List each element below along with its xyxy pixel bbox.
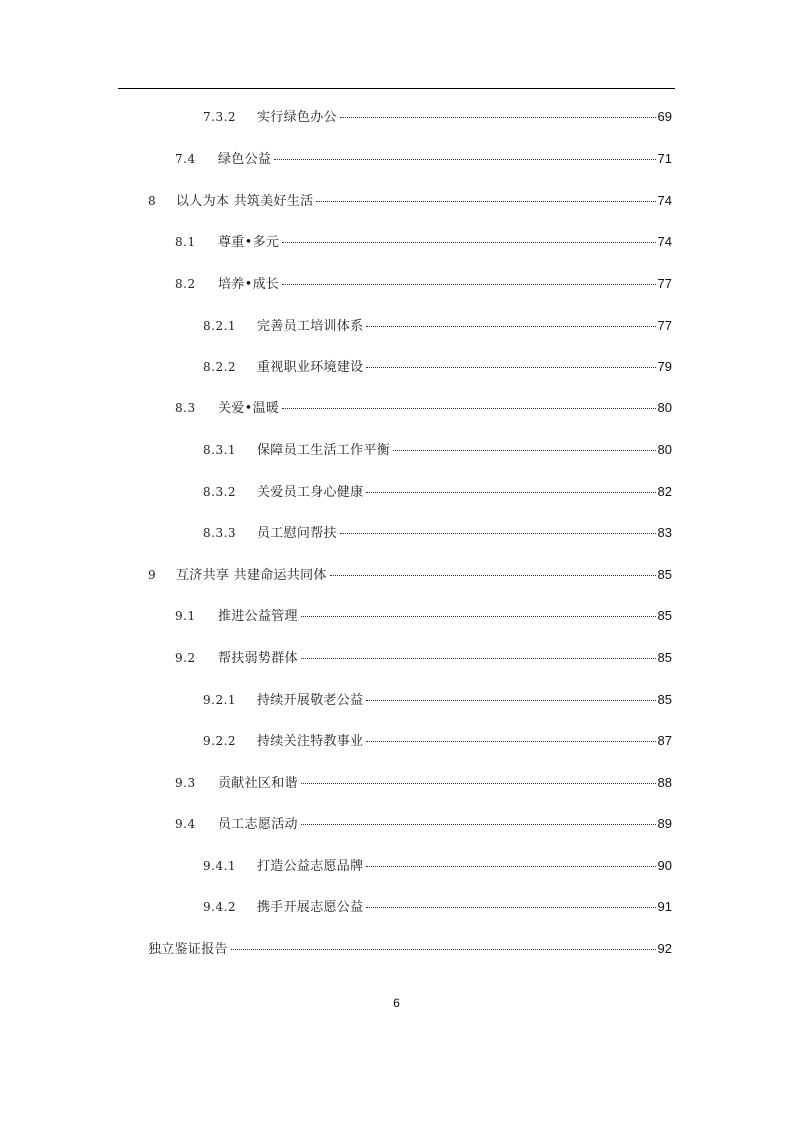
- toc-entry[interactable]: [175, 814, 672, 834]
- toc-entry-number: 9.2.2: [203, 734, 237, 748]
- toc-entry-page: 82: [657, 484, 672, 499]
- toc-entry-page: 87: [657, 733, 672, 748]
- toc-entry[interactable]: [203, 731, 672, 751]
- dot-leader: [301, 824, 656, 825]
- dot-leader: [330, 575, 656, 576]
- toc-entry-number: 8.3.1: [203, 443, 237, 457]
- toc-entry-number: 8.2.1: [203, 319, 237, 333]
- toc-entry-page: 90: [657, 858, 672, 873]
- toc-entry[interactable]: [203, 690, 672, 710]
- toc-entry-title: 员工慰问帮扶: [257, 526, 337, 541]
- toc-entry[interactable]: [175, 648, 672, 668]
- toc-entry-title: 帮扶弱势群体: [218, 651, 298, 666]
- toc-entry[interactable]: [203, 440, 672, 460]
- toc-entry-page: 83: [657, 525, 672, 540]
- toc-entry-page: 74: [657, 193, 672, 208]
- toc-entry-number: 8.1: [175, 235, 196, 249]
- toc-entry[interactable]: [148, 939, 672, 959]
- dot-leader: [340, 533, 656, 534]
- dot-leader: [231, 949, 656, 950]
- dot-leader: [393, 450, 656, 451]
- toc-entry-title: 以人为本 共筑美好生活: [176, 194, 314, 209]
- toc-entry[interactable]: [175, 274, 672, 294]
- toc-entry-page: 88: [657, 775, 672, 790]
- toc-entry-number: 9.1: [175, 609, 196, 623]
- toc-entry[interactable]: [175, 606, 672, 626]
- dot-leader: [366, 741, 655, 742]
- toc-entry-title: 携手开展志愿公益: [257, 900, 364, 915]
- toc-entry-number: 7.3.2: [203, 110, 237, 124]
- dot-leader: [282, 242, 655, 243]
- toc-entry-number: 8.2: [175, 277, 196, 291]
- toc-entry-page: 71: [657, 151, 672, 166]
- toc-entry-number: 8.3: [175, 401, 196, 415]
- dot-leader: [366, 866, 655, 867]
- toc-entry-title: 贡献社区和谐: [218, 776, 298, 791]
- toc-entry-number: 7.4: [175, 152, 196, 166]
- dot-leader: [316, 201, 655, 202]
- toc-entry-page: 80: [657, 442, 672, 457]
- toc-entry[interactable]: [203, 523, 672, 543]
- toc-entry-page: 85: [657, 567, 672, 582]
- toc-entry-page: 85: [657, 650, 672, 665]
- page-number: 6: [393, 996, 400, 1010]
- dot-leader: [301, 616, 656, 617]
- toc-entry[interactable]: [203, 316, 672, 336]
- dot-leader: [366, 326, 655, 327]
- toc-entry-number: 8: [148, 194, 157, 208]
- toc-entry-title: 关爱员工身心健康: [257, 485, 364, 500]
- dot-leader: [366, 492, 655, 493]
- toc-entry-title: 绿色公益: [218, 152, 272, 167]
- toc-entry-title: 员工志愿活动: [218, 817, 298, 832]
- toc-entry-page: 79: [657, 359, 672, 374]
- toc-entry-number: 8.3.2: [203, 485, 237, 499]
- toc-entry-page: 69: [657, 109, 672, 124]
- toc-entry-page: 85: [657, 692, 672, 707]
- toc-entry-number: 8.2.2: [203, 360, 237, 374]
- toc-entry[interactable]: [148, 191, 672, 211]
- toc-entry[interactable]: [203, 897, 672, 917]
- dot-leader: [340, 117, 656, 118]
- toc-entry-title: 关爱•温暖: [218, 401, 280, 416]
- toc-entry-page: 92: [657, 941, 672, 956]
- toc-entry[interactable]: [175, 398, 672, 418]
- dot-leader: [282, 408, 655, 409]
- toc-entry-title: 独立鉴证报告: [148, 942, 228, 957]
- toc-entry-title: 培养•成长: [218, 277, 280, 292]
- toc-entry[interactable]: [175, 149, 672, 169]
- toc-entry-title: 打造公益志愿品牌: [257, 859, 364, 874]
- toc-entry-number: 9.4.2: [203, 900, 237, 914]
- toc-entry-number: 9.2: [175, 651, 196, 665]
- toc-entry-title: 推进公益管理: [218, 609, 298, 624]
- toc-entry[interactable]: [203, 107, 672, 127]
- toc-entry[interactable]: [175, 773, 672, 793]
- toc-entry-number: 9.3: [175, 776, 196, 790]
- dot-leader: [282, 284, 655, 285]
- toc-entry-title: 尊重•多元: [218, 235, 280, 250]
- toc-entry[interactable]: [148, 565, 672, 585]
- header-rule: [118, 88, 675, 89]
- toc-entry-page: 77: [657, 318, 672, 333]
- toc-entry-number: 9.4: [175, 817, 196, 831]
- dot-leader: [366, 907, 655, 908]
- toc-entry-page: 91: [657, 899, 672, 914]
- toc-entry[interactable]: [203, 482, 672, 502]
- toc-entry-title: 互济共享 共建命运共同体: [176, 568, 327, 583]
- toc-entry[interactable]: [203, 856, 672, 876]
- toc-entry[interactable]: [175, 232, 672, 252]
- toc-entry-number: 8.3.3: [203, 526, 237, 540]
- toc-entry-number: 9.2.1: [203, 693, 237, 707]
- toc-entry-page: 80: [657, 400, 672, 415]
- dot-leader: [366, 700, 655, 701]
- toc-entry-title: 保障员工生活工作平衡: [257, 443, 391, 458]
- toc-entry-title: 重视职业环境建设: [257, 360, 364, 375]
- toc-entry-page: 89: [657, 816, 672, 831]
- toc-entry-title: 持续关注特教事业: [257, 734, 364, 749]
- toc-entry-page: 74: [657, 234, 672, 249]
- dot-leader: [301, 658, 656, 659]
- toc-entry-title: 持续开展敬老公益: [257, 693, 364, 708]
- dot-leader: [366, 367, 655, 368]
- toc-entry-page: 85: [657, 608, 672, 623]
- dot-leader: [274, 159, 655, 160]
- toc-entry-page: 77: [657, 276, 672, 291]
- toc-entry-title: 实行绿色办公: [257, 110, 337, 125]
- toc-entry-title: 完善员工培训体系: [257, 319, 364, 334]
- dot-leader: [301, 783, 656, 784]
- toc-entry-number: 9: [148, 568, 157, 582]
- toc-entry-number: 9.4.1: [203, 859, 237, 873]
- toc-entry[interactable]: [203, 357, 672, 377]
